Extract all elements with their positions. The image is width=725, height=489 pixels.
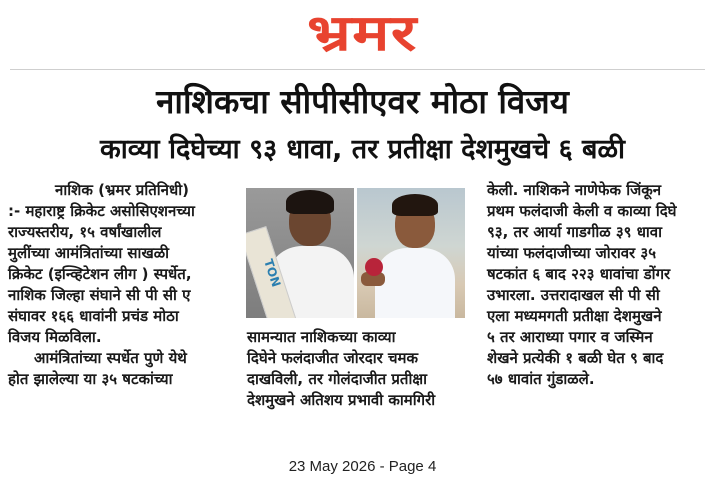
article-byline: नाशिक (भ्रमर प्रतिनिधी) — [55, 181, 189, 199]
photo-kavya-dighe — [246, 188, 354, 318]
text-line: सामन्यात नाशिकच्या काव्या — [247, 328, 396, 346]
article-column-2 — [247, 327, 463, 411]
text-line: ९३, तर आर्या गाडगीळ ३९ धावा — [487, 223, 663, 241]
text-line: प्रथम फलंदाजी केली व काव्या दिघे — [487, 202, 677, 220]
player-hair — [392, 194, 438, 216]
text-line: :- महाराष्ट्र क्रिकेट असोसिएशनच्या — [8, 202, 195, 220]
text-line: आमंत्रितांच्या स्पर्धेत पुणे येथे — [34, 349, 187, 367]
text-line: मुलींच्या आमंत्रितांच्या साखळी — [8, 244, 170, 262]
text-line: षटकांत ६ बाद २२३ धावांचा डोंगर — [487, 265, 671, 283]
bat-label: TON — [261, 257, 284, 289]
article-headline: नाशिकचा सीपीसीएवर मोठा विजय — [156, 82, 569, 121]
text-line: देशमुखने अतिशय प्रभावी कामगिरी — [247, 391, 436, 409]
player-hair — [286, 190, 334, 214]
text-line: क्रिकेट (इन्व्हिटेशन लीग ) स्पर्धेत, — [8, 265, 192, 283]
text-line: होत झालेल्या या ३५ षटकांच्या — [8, 370, 173, 388]
text-line: दाखविली, तर गोलंदाजीत प्रतीक्षा — [247, 370, 427, 388]
article-column-3 — [487, 180, 712, 390]
text-line: केली. नाशिकने नाणेफेक जिंकून — [487, 181, 662, 199]
text-line: एला मध्यमगती प्रतीक्षा देशमुखने — [487, 307, 662, 325]
article-photos — [246, 188, 465, 318]
text-line: यांच्या फलंदाजीच्या जोरावर ३५ — [487, 244, 657, 262]
photo-pratiksha-deshmukh — [357, 188, 465, 318]
article-column-1 — [8, 180, 236, 390]
masthead-divider — [10, 69, 705, 70]
page-footer: 23 May 2026 - Page 4 — [288, 458, 437, 475]
text-line: संघावर १६६ धावांनी प्रचंड मोठा — [8, 307, 179, 325]
text-line: ५ तर आराध्या पगार व जस्मिन — [487, 328, 653, 346]
text-line: विजय मिळविला. — [8, 328, 102, 346]
masthead-logo: भ्रमर — [307, 4, 418, 62]
text-line: दिघेने फलंदाजीत जोरदार चमक — [247, 349, 419, 367]
text-line: उभारला. उत्तरादाखल सी पी सी — [487, 286, 660, 304]
text-line: नाशिक जिल्हा संघाने सी पी सी ए — [8, 286, 191, 304]
text-line: शेखने प्रत्येकी १ बळी घेत ९ बाद — [487, 349, 664, 367]
text-line: राज्यस्तरीय, १५ वर्षांखालील — [8, 223, 162, 241]
article-subheadline: काव्या दिघेच्या ९३ धावा, तर प्रतीक्षा देशमुखचे ६ बळी — [100, 134, 625, 165]
masthead — [0, 2, 725, 64]
cricket-ball-icon — [365, 258, 383, 276]
text-line: ५७ धावांत गुंडाळले. — [487, 370, 595, 388]
player-body — [375, 248, 455, 318]
